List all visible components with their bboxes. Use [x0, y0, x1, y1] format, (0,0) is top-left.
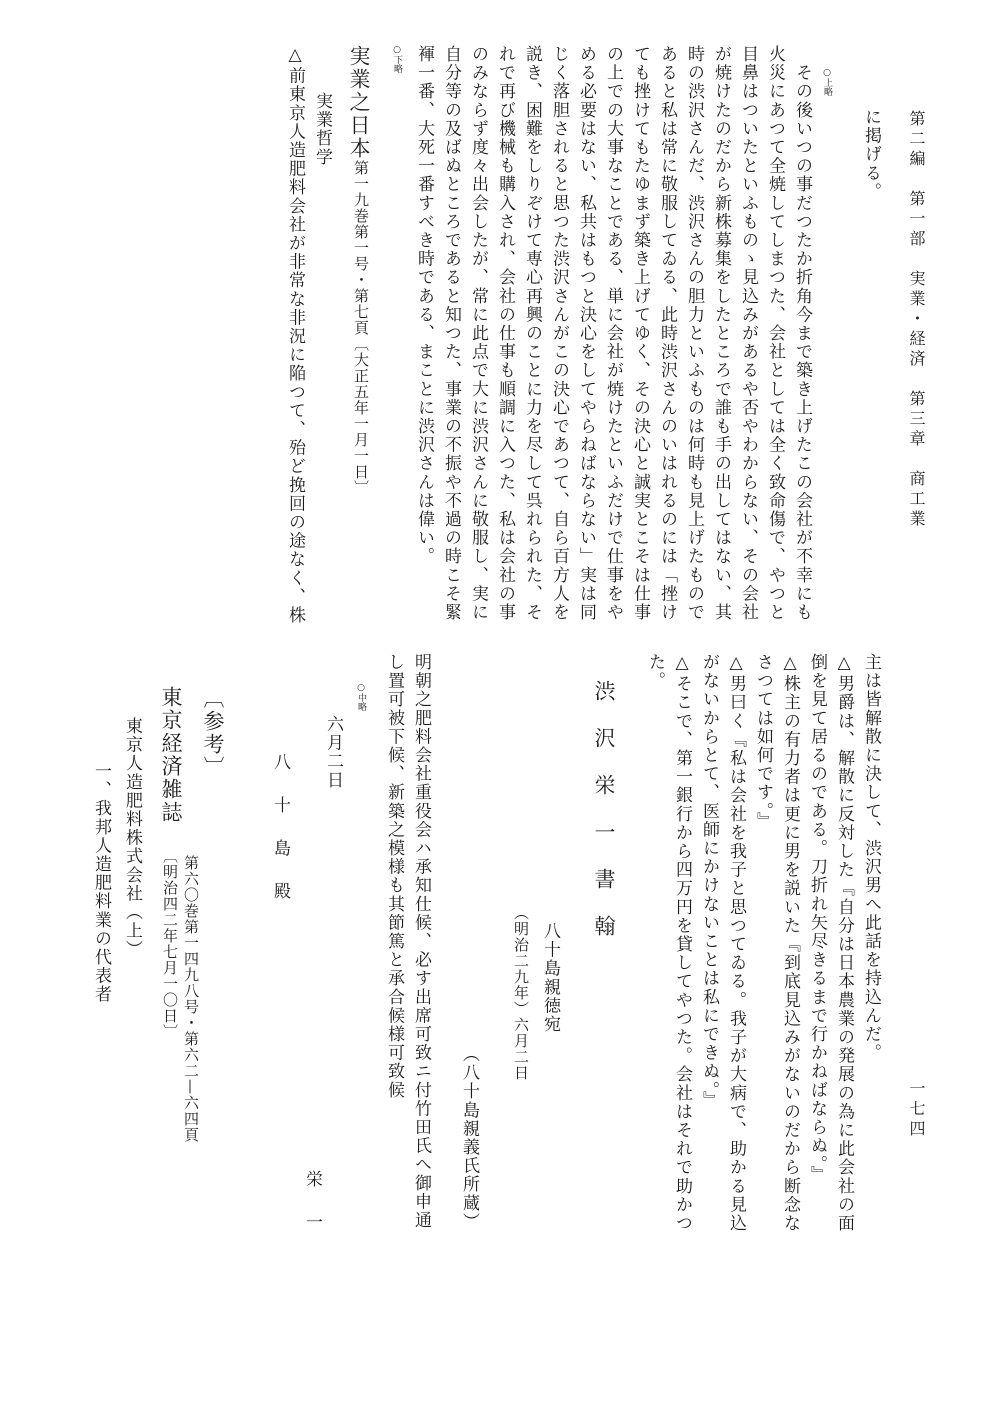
text-column: 褌一番、大死一番すべき時である、まことに渋沢さんは偉い。: [414, 45, 434, 566]
text-column: の上での大事なことである、単に会社が焼けたといふだけで仕事をや: [603, 45, 623, 622]
text-column: 倒を見て居るのである。刀折れ矢尽きるまで行かねばならぬ。』: [807, 653, 827, 1184]
text-column: 説き、困難をしりぞけて専心再興のことに力を尽して呉れられた、そ: [522, 45, 542, 622]
reference-title: 東京経済雑誌: [159, 686, 183, 824]
text-column: △そこで、第一銀行から四万円を貸してやつた。会社はそれで助かつ: [672, 653, 692, 1233]
letter-addressee: 八十島殿: [270, 753, 290, 925]
text-column: た。: [645, 653, 665, 691]
text-column: が焼けたのだから新株募集をしたところで誰も手の出してはない、其: [711, 45, 731, 622]
letter-heading: 渋沢栄一書翰: [592, 680, 616, 962]
letter-date-note: （明治二九年）六月二日: [512, 905, 530, 1081]
letter-recipient: 八十島親徳宛: [540, 922, 560, 1034]
text-column: △株主の有力者は更に男を説いた『到底見込みがないのだから断念な: [780, 653, 800, 1233]
text-column: に掲げる。: [861, 108, 881, 201]
text-column: し置可被下候、新築之模様も其節篤と承合候様可致候: [384, 653, 404, 1100]
article-subtitle: 東京人造肥料株式会社（上）: [122, 717, 142, 959]
source-title: 実業之日本: [347, 45, 371, 160]
letter-sender: 栄一: [302, 1170, 322, 1256]
text-column: れで再び機械も購入され、会社の仕事も順調に入つた、私は会社の事: [495, 45, 515, 622]
reference-label: 〔参考〕: [201, 687, 225, 779]
running-header: 第二編 第一部 実業・経済 第三章 商工業: [907, 110, 926, 530]
text-column: さつては如何です。』: [753, 653, 773, 831]
text-column: める必要はない、私共はもつと決心をしてやらねばならない」実は同: [576, 45, 596, 622]
text-column: 時の渋沢さんだ、渋沢さんの胆力といふものは何時も見上げたもので: [684, 45, 704, 622]
text-column: じく落胆されると思つた渋沢さんがこの決心であつて、自ら百方人を: [549, 45, 569, 622]
text-column: 目鼻はついたといふものゝ見込みがあるや否やわからない、その会社: [738, 45, 758, 622]
reference-citation: 〔明治四二年七月一〇日〕: [161, 848, 179, 1040]
text-column: △前東京人造肥料会社が非常な非況に陥つて、殆ど挽回の途なく、株: [285, 45, 305, 625]
text-column: 明朝之肥料会社重役会ハ承知仕候、必す出席可致ニ付竹田氏へ御申通: [411, 653, 431, 1230]
omission-mark: ○中略: [356, 683, 366, 711]
article-subtitle: 実業哲学: [312, 92, 332, 167]
text-column: 一、我邦人造肥料業の代表者: [91, 762, 111, 1004]
text-column: ても挫けてもたゆまず築き上げてゆく、その決心と誠実とこそは仕事: [630, 45, 650, 622]
reference-citation: 第六〇巻第一四九八号・第六二—六四頁: [182, 855, 200, 1143]
omission-mark: ○上略: [822, 68, 832, 96]
letter-date-line: 六月二日: [323, 715, 343, 790]
page-number: 一七四: [907, 1080, 926, 1140]
source-citation: 第一九巻第一号・第七頁〔大正五年一月一日〕: [352, 160, 370, 496]
text-column: △男曰く『私は会社を我子と思つてゐる。我子が大病で、助かる見込: [726, 653, 746, 1233]
text-column: その後いつの事だつたか折角今まで築き上げたこの会社が不幸にも: [792, 45, 812, 622]
text-column: あると私は常に敬服してゐる、此時渋沢さんのいはれるのには「挫け: [657, 45, 677, 622]
text-column: がないからとて、医師にかけないことは私にできぬ。』: [699, 653, 719, 1110]
text-column: 自分等の及ばぬところであると知つた、事業の不振や不過の時こそ緊: [441, 45, 461, 622]
letter-provenance: （八十島親義氏所蔵）: [459, 1045, 479, 1231]
text-column: 火災にあつて全焼してしまつた、会社としては全く致命傷で、やつと: [765, 45, 785, 622]
text-column: △男爵は、解散に反対した『自分は日本農業の発展の為に此会社の面: [834, 653, 854, 1233]
omission-mark: ○下略: [392, 45, 402, 73]
text-column: のみならず度々出会したが、常に此点で大に渋沢さんに敬服し、実に: [468, 45, 488, 622]
text-column: 主は皆解散に決して、渋沢男へ此話を持込んだ。: [861, 653, 881, 1063]
